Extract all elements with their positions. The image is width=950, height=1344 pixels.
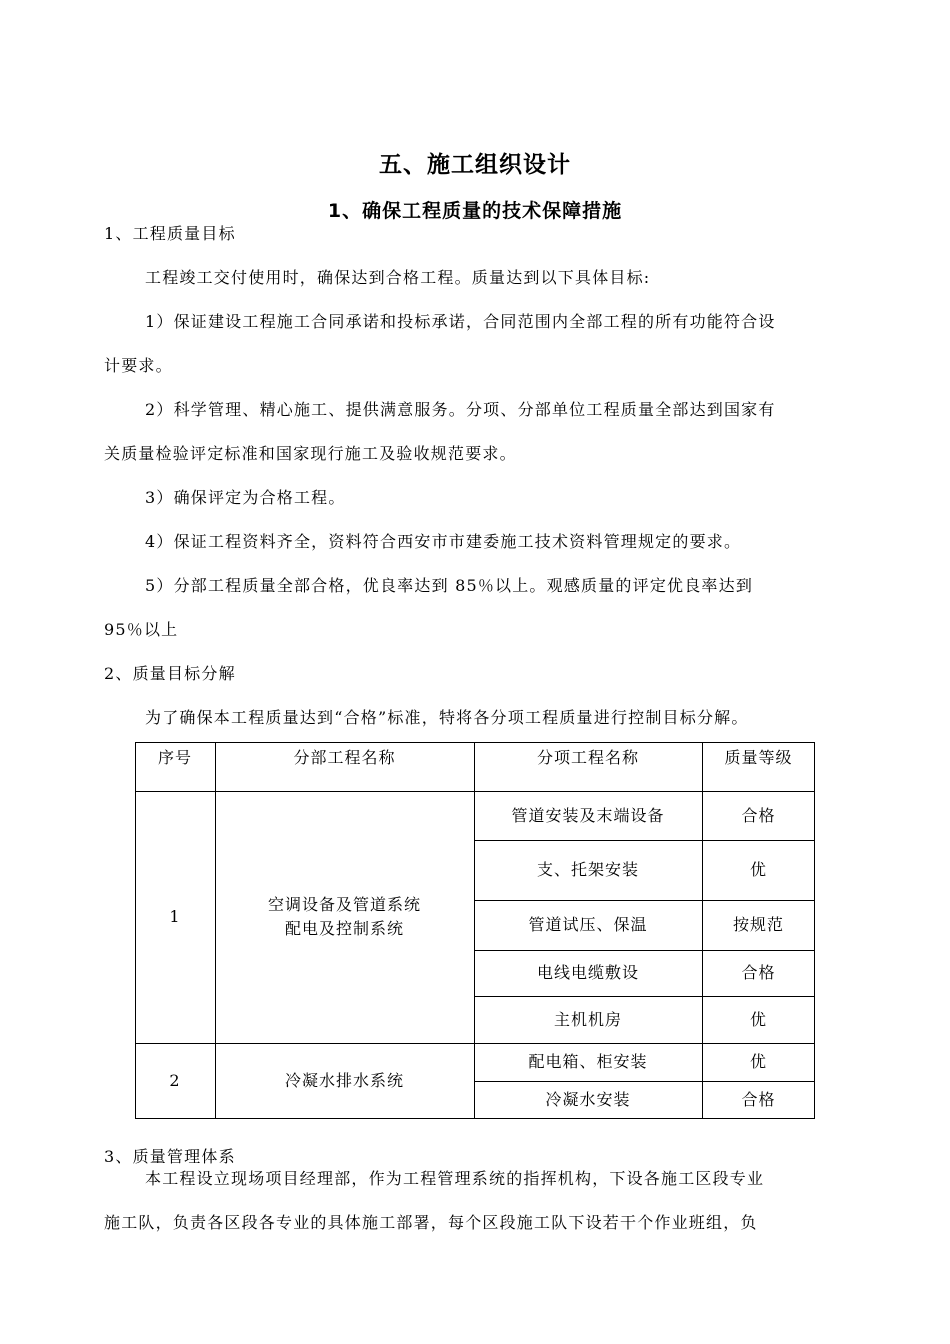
table-cell-grade: 按规范 xyxy=(732,915,784,934)
table-cell-subitem: 管道安装及末端设备 xyxy=(511,805,665,825)
table-cell-subitem: 冷凝水安装 xyxy=(545,1090,631,1109)
goal-item-1: 1）保证建设工程施工合同承诺和投标承诺，合同范围内全部工程的所有功能符合设 xyxy=(145,312,776,331)
goal-item-4: 4）保证工程资料齐全，资料符合西安市市建委施工技术资料管理规定的要求。 xyxy=(145,532,742,551)
table-cell-no: 2 xyxy=(169,1071,181,1090)
section-title: 1、确保工程质量的技术保障措施 xyxy=(327,200,623,222)
table-cell-grade: 合格 xyxy=(741,963,776,982)
table-header-grade: 质量等级 xyxy=(724,748,793,767)
table-cell-grade: 合格 xyxy=(741,805,776,825)
goal-item-2: 2）科学管理、精心施工、提供满意服务。分项、分部单位工程质量全部达到国家有 xyxy=(145,400,776,419)
table-cell-subitem: 电线电缆敷设 xyxy=(536,963,639,982)
heading-goal-breakdown: 2、质量目标分解 xyxy=(104,664,236,683)
heading-quality-goal: 1、工程质量目标 xyxy=(104,224,236,243)
quality-grade-table xyxy=(135,742,815,1119)
paragraph-breakdown-intro: 为了确保本工程质量达到“合格”标准，特将各分项工程质量进行控制目标分解。 xyxy=(145,708,749,727)
heading-quality-system: 3、质量管理体系 xyxy=(104,1147,236,1166)
table-cell-grade: 合格 xyxy=(741,1090,776,1109)
table-cell-grade: 优 xyxy=(749,1052,767,1071)
goal-item-5-cont: 95％以上 xyxy=(104,620,179,639)
goal-item-5: 5）分部工程质量全部合格，优良率达到 85％以上。观感质量的评定优良率达到 xyxy=(145,576,754,595)
table-cell-grade: 优 xyxy=(749,860,767,879)
table-cell-no: 1 xyxy=(169,907,181,926)
table-header-subitem: 分项工程名称 xyxy=(536,748,639,767)
table-cell-subitem: 支、托架安装 xyxy=(536,860,639,879)
goal-item-1-cont: 计要求。 xyxy=(104,356,173,375)
paragraph-intro: 工程竣工交付使用时，确保达到合格工程。质量达到以下具体目标: xyxy=(145,268,651,287)
paragraph-system-line-2: 施工队，负责各区段各专业的具体施工部署，每个区段施工队下设若干个作业班组，负 xyxy=(104,1213,758,1232)
goal-item-3: 3）确保评定为合格工程。 xyxy=(145,488,346,507)
division-name-line-2: 配电及控制系统 xyxy=(284,919,404,938)
paragraph-system-line-1: 本工程设立现场项目经理部，作为工程管理系统的指挥机构，下设各施工区段专业 xyxy=(145,1169,765,1188)
page-title: 五、施工组织设计 xyxy=(379,152,571,178)
goal-item-2-cont: 关质量检验评定标准和国家现行施工及验收规范要求。 xyxy=(104,444,517,463)
table-cell-subitem: 主机机房 xyxy=(553,1009,622,1029)
table-cell-division xyxy=(215,791,474,1043)
table-header-division: 分部工程名称 xyxy=(293,748,396,767)
division-name-line-1: 空调设备及管道系统 xyxy=(267,895,421,914)
table-cell-division: 冷凝水排水系统 xyxy=(284,1071,404,1090)
table-cell-grade: 优 xyxy=(749,1009,767,1029)
table-cell-subitem: 配电箱、柜安装 xyxy=(528,1052,648,1071)
table-cell-subitem: 管道试压、保温 xyxy=(528,915,648,934)
table-header-no: 序号 xyxy=(157,748,192,767)
